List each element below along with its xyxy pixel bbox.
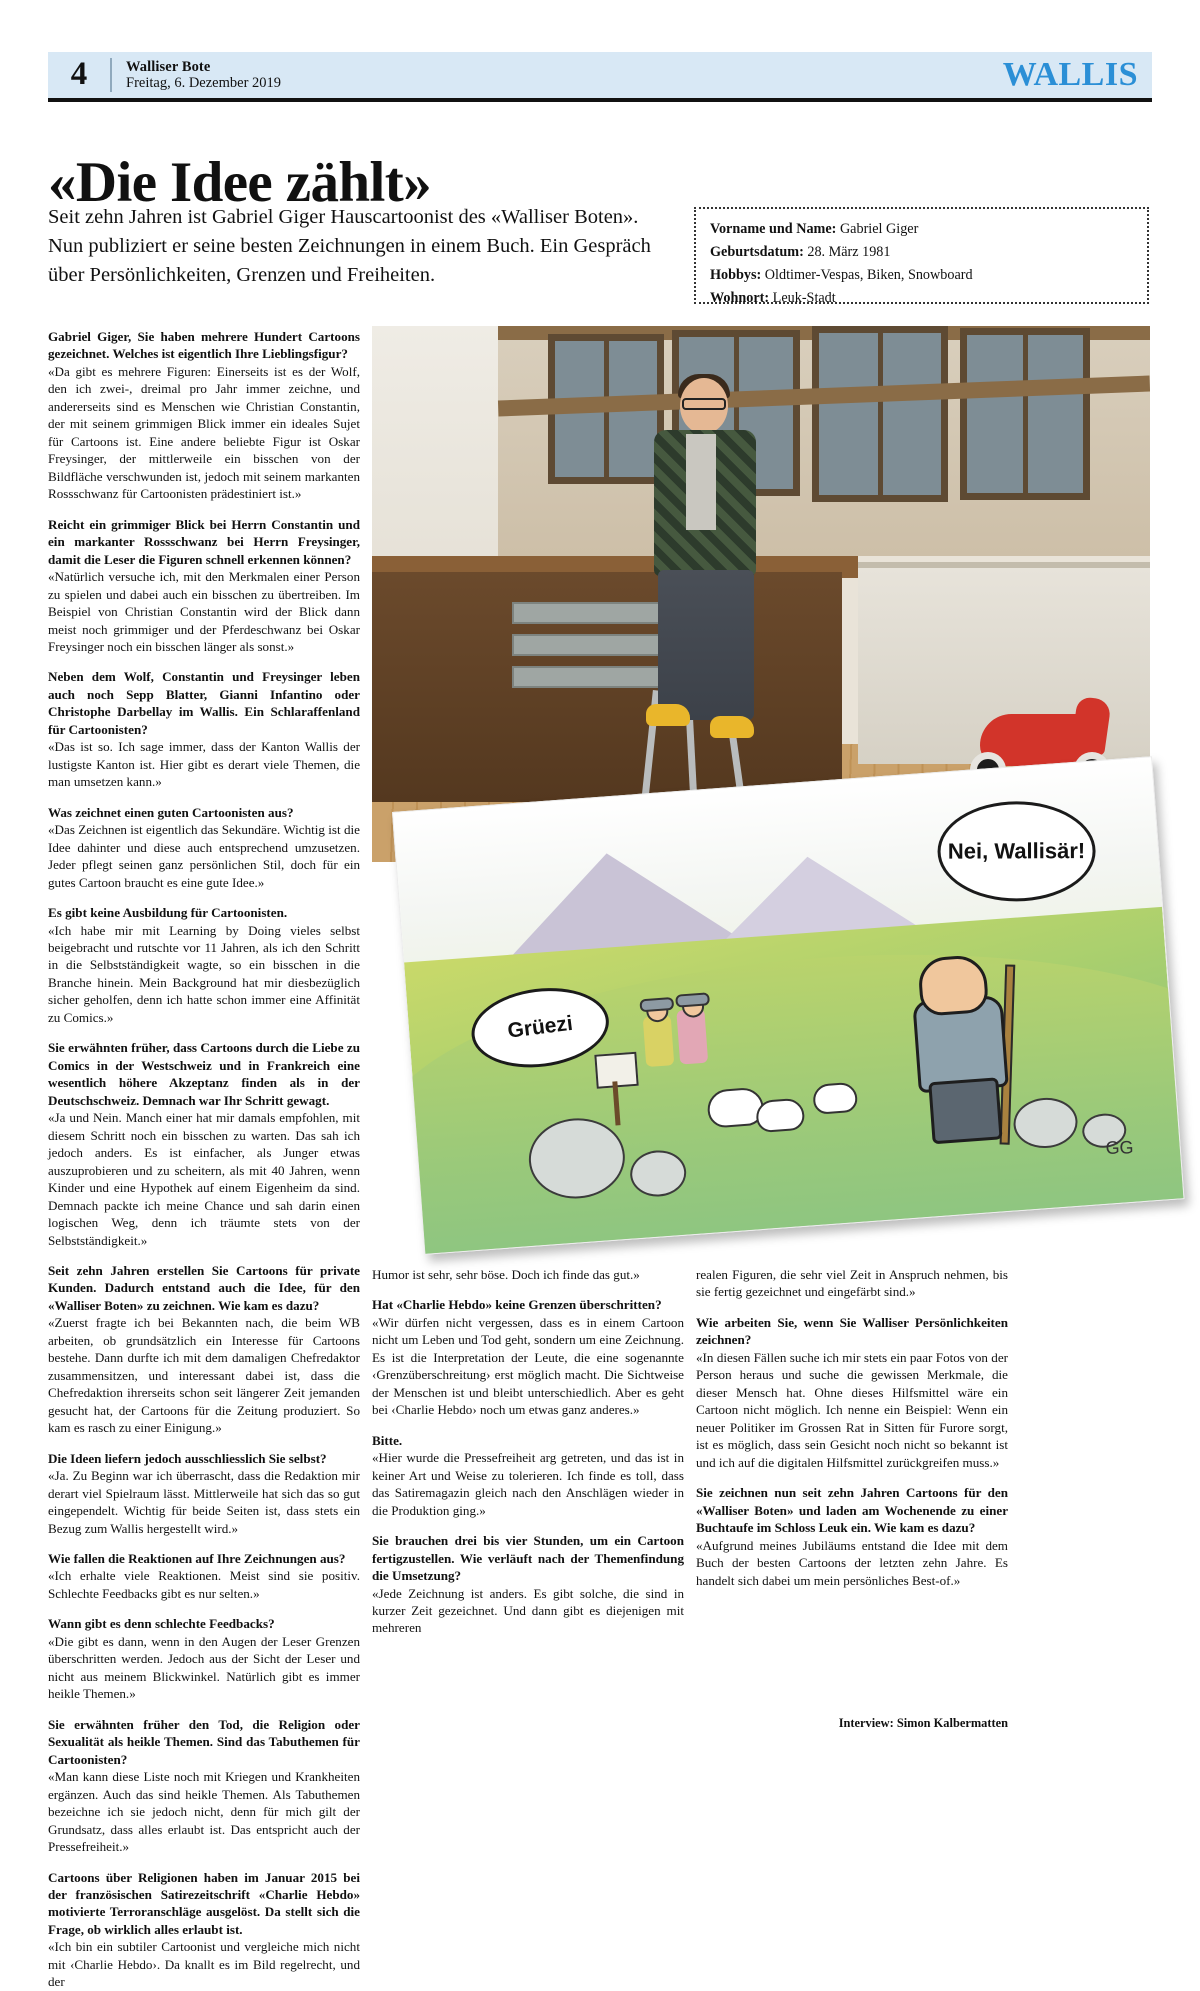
interview-question: Sie brauchen drei bis vier Stunden, um ein Cartoon fertigzustellen. Wie verläuft nach der Themenfindung die Umsetzung? xyxy=(372,1533,684,1584)
masthead-rule xyxy=(48,98,1152,102)
interview-question: Gabriel Giger, Sie haben mehrere Hundert Cartoons gezeichnet. Welches ist eigentlich Ihre Lieblingsfigur? xyxy=(48,329,360,362)
interview-answer: «Wir dürfen nicht vergessen, dass es in einem Cartoon nicht um Leben und Tod geht, sondern um eine Zeichnung. Es ist die Interpretation der Leute, die eine sogenannte ‹Grenzüberschreitung› erst möglich macht. Die Sichtweise der Menschen ist und bleibt unterschiedlich. Aber es geht bei ‹Charlie Hebdo› noch um etwas ganz anderes.» xyxy=(372,1314,684,1418)
infobox-label: Geburtsdatum: xyxy=(710,244,804,260)
interview-question: Was zeichnet einen guten Cartoonisten aus? xyxy=(48,804,294,820)
interview-answer: «Da gibt es mehrere Figuren: Einerseits ist es der Wolf, den ich zwei-, dreimal pro Jahr immer zeichne, und andererseits sind es Menschen wie Christian Constantin, der mit seinem grimmigen Blick immer ein ideales Sujet für Cartoons ist. Eine andere beliebte Figur ist Oskar Freysinger, der mittlerweile ein bisschen von der Bildfläche verschwunden ist, jedoch mit seinem markanten Rossschwanz für Cartoonisten prädestiniert ist.» xyxy=(48,363,360,502)
hiker-hat xyxy=(675,992,710,1007)
interview-answer: «Ich habe mir mit Learning by Doing vieles selbst beigebracht und rutschte vor 11 Jahren, als ich den Schritt in die Selbstständigkeit wagte, so ein bisschen in die Branche hinein. Mein Background hat mir diesbezüglich sicher geholfen, denn ich hatte schon immer eine Affinität zu Comics.» xyxy=(48,922,360,1025)
shepherd-legs xyxy=(928,1077,1002,1144)
interview-question: Neben dem Wolf, Constantin und Freysinger leben auch noch Sepp Blatter, Gianni Infantino oder Christophe Darbellay im Wallis. Ein Schlaraffenland für Cartoonisten? xyxy=(48,669,360,737)
person-shirt xyxy=(686,434,716,530)
infobox-row xyxy=(710,287,1133,310)
hiker-body xyxy=(643,1015,675,1067)
shepherd-head xyxy=(917,954,989,1017)
page-number: 4 xyxy=(70,55,88,92)
infobox-row xyxy=(710,241,1133,264)
infobox-label: Hobbys: xyxy=(710,267,762,283)
interview-answer: «Jede Zeichnung ist anders. Es gibt solche, die sind in kurzer Zeit gezeichnet. Und dann gibt es diejenigen mit mehreren xyxy=(372,1585,684,1636)
masthead xyxy=(48,52,1152,98)
article-column-2 xyxy=(372,1266,684,1637)
infobox-row xyxy=(710,218,1133,241)
interview-question: Sie erwähnten früher, dass Cartoons durch die Liebe zu Comics in der Westschweiz und in Frankreich eine wesentlich höhere Akzeptanz finden als in der Deutschschweiz. Demnach war Ihr Schritt gewagt. xyxy=(48,1040,360,1108)
cartoon-speech-bubble-left: Grüezi xyxy=(467,980,614,1075)
vespa-front xyxy=(1070,696,1111,756)
publication-date: Freitag, 6. Dezember 2019 xyxy=(126,75,282,91)
photo-person xyxy=(624,378,784,768)
interview-answer: «Ich erhalte viele Reaktionen. Meist sind sie positiv. Schlechte Feedbacks gibt es nur selten.» xyxy=(48,1568,360,1601)
interview-answer: «Ich bin ein subtiler Cartoonist und vergleiche mich nicht mit ‹Charlie Hebdo›. Da knallt es im Bild regelrecht, und der xyxy=(48,1939,360,1990)
interview-answer: «Ja und Nein. Manch einer hat mir damals empfohlen, mit diesem Schritt noch ein bisschen zu warten. Das sah ich jedoch anders. Es ist einfacher, als Junger etwas auszuprobieren und zu scheitern, als mit 40 Jahren, wenn Kinder und eine Hypothek auf einem Eigenheim da sind. Demnach packte ich meine Chance und sah darin einen logischen Weg, denn ich träumte stets von der Selbstständigkeit.» xyxy=(48,1110,360,1248)
infobox-value: Gabriel Giger xyxy=(839,221,919,237)
interview-question: Reicht ein grimmiger Blick bei Herrn Constantin und ein markanter Rossschwanz bei Herrn Freysinger, damit die Leser die Figuren schnell erkennen können? xyxy=(48,516,360,567)
article-column-1 xyxy=(48,328,360,1991)
person-jeans xyxy=(658,570,754,720)
interview-question: Seit zehn Jahren erstellen Sie Cartoons für private Kunden. Dadurch entstand auch die Idee, für den «Walliser Boten» zu zeichnen. Wie kam es dazu? xyxy=(48,1262,360,1313)
infobox-value: Oldtimer-Vespas, Biken, Snowboard xyxy=(764,267,973,283)
interview-answer: «Das ist so. Ich sage immer, dass der Kanton Wallis der lustigste Kanton ist. Hier gibt es derart viele Themen, die man umsetzen kann.» xyxy=(48,739,360,790)
cartoon-sheep xyxy=(706,1087,765,1129)
interview-question: Hat «Charlie Hebdo» keine Grenzen überschritten? xyxy=(372,1297,662,1313)
glasses-icon xyxy=(682,398,726,410)
infobox-label: Vorname und Name: xyxy=(710,221,837,237)
interview-question: Wie fallen die Reaktionen auf Ihre Zeichnungen aus? xyxy=(48,1551,346,1566)
interview-question: Wann gibt es denn schlechte Feedbacks? xyxy=(48,1616,275,1632)
interview-answer: realen Figuren, die sehr viel Zeit in Anspruch nehmen, bis sie fertig gezeichnet und eingefärbt sind.» xyxy=(696,1267,1008,1300)
interview-question: Es gibt keine Ausbildung für Cartoonisten. xyxy=(48,905,288,921)
lead-paragraph: Seit zehn Jahren ist Gabriel Giger Hauscartoonist des «Walliser Boten». Nun publiziert er seine besten Zeichnungen in einem Buch. Ein Gespräch über Persönlichkeiten, Grenzen und Freiheiten. xyxy=(48,206,651,287)
infobox-label: Wohnort: xyxy=(710,290,770,306)
interview-answer: «Hier wurde die Pressefreiheit arg getreten, und das ist in keiner Art und Weise zu tolerieren. Ich finde es toll, dass das Satiremagazin gleich nach den Anschlägen wieder in die Produktion ging.» xyxy=(372,1450,684,1518)
interview-answer: «Das Zeichnen ist eigentlich das Sekundäre. Wichtig ist die Idee dahinter und diese auch entsprechend umzusetzen. Jeder pflegt seinen ganz persönlichen Stil, doch für ein gutes Cartoon braucht es eine gute Idee.» xyxy=(48,822,360,890)
infobox-value: 28. März 1981 xyxy=(807,244,891,260)
infobox-value: Leuk-Stadt xyxy=(772,290,836,306)
cartoon-illustration xyxy=(392,756,1184,1255)
person-shoe xyxy=(710,716,754,738)
article-column-3 xyxy=(696,1266,1008,1589)
interview-question: Wie arbeiten Sie, wenn Sie Walliser Persönlichkeiten zeichnen? xyxy=(696,1314,1008,1348)
masthead-titles xyxy=(112,59,281,91)
interview-question: Bitte. xyxy=(372,1432,403,1448)
cartoon-speech-bubble-right: Nei, Wallisär! xyxy=(937,801,1095,902)
interview-answer: «Man kann diese Liste noch mit Kriegen und Krankheiten ergänzen. Auch das sind heikle Themen. Als Tabuthemen bezeichne ich sie jedoch nicht, denn für mich gilt der Grundsatz, dass alles erlaubt ist. Das entspricht auch der Pressefreiheit.» xyxy=(48,1769,360,1855)
photo-window xyxy=(812,326,948,502)
infobox-row xyxy=(710,264,1133,287)
interview-credit: Interview: Simon Kalbermatten xyxy=(838,1716,1008,1730)
interview-answer: Humor ist sehr, sehr böse. Doch ich finde das gut.» xyxy=(372,1267,640,1282)
page-title: «Die Idee zählt» xyxy=(48,151,431,215)
interview-question: Cartoons über Religionen haben im Januar 2015 bei der französischen Satirezeitschrift «Charlie Hebdo» motivierte Terroranschläge ausgelöst. Da stellt sich die Frage, ob wirklich alles erlaubt ist. xyxy=(48,1869,360,1937)
cartoon-sheep xyxy=(812,1082,858,1115)
interview-answer: «Aufgrund meines Jubiläums entstand die Idee mit dem Buch der besten Cartoons der letzten zehn Jahre. Es handelt sich dabei um mein persönliches Best-of.» xyxy=(696,1537,1008,1588)
section-logo: WALLIS xyxy=(1002,56,1138,93)
cartoon-sheep xyxy=(755,1098,805,1133)
cartoon-signature: GG xyxy=(1105,1137,1134,1158)
interview-answer: «Zuerst fragte ich bei Bekannten nach, die beim WB arbeiten, ob grundsätzlich ein Interesse für Cartoons bestehe. Dann durfte ich mit dem damaligen Chefredaktor zusammensitzen, und interessant dabei ist, dass die Chefredaktion ihrerseits schon seit längerer Zeit jemanden gesucht hat, der Cartoons für die Zeitung produziert. So kam es rasch zu einer Einigung.» xyxy=(48,1315,360,1436)
interview-question: Sie erwähnten früher den Tod, die Religion oder Sexualität als heikle Themen. Sind das Tabuthemen für Cartoonisten? xyxy=(48,1716,360,1767)
interview-question: Sie zeichnen nun seit zehn Jahren Cartoons für den «Walliser Boten» und laden am Wochenende zu einer Buchtaufe im Schloss Leuk ein. Wie kam es dazu? xyxy=(696,1485,1008,1536)
interview-answer: «In diesen Fällen suche ich mir stets ein paar Fotos von der Person heraus und suche die gewissen Merkmale, die dieser Mensch hat. Ohne dieses Hilfsmittel wäre ein Cartoon nicht möglich. Ich nenne ein Beispiel: Wenn ein neuer Politiker im Grossen Rat in Sitten für Furore sorgt, ist es möglich, dass sein Gesicht noch nicht so bekannt ist und ich auf die digitalen Hilfsmittel zurückgreifen muss.» xyxy=(696,1349,1008,1470)
interview-answer: «Natürlich versuche ich, mit den Merkmalen einer Person zu spielen und dabei auch ein bisschen zu übertreiben. Im Beispiel von Christian Constantin wird der Blick dann meist noch grimmiger und der Pferdeschwanz bei Oskar Freysinger noch ein bisschen länger als sonst.» xyxy=(48,569,360,654)
hiker-hat xyxy=(639,997,674,1012)
interview-question: Die Ideen liefern jedoch ausschliesslich Sie selbst? xyxy=(48,1450,327,1466)
photo-window xyxy=(960,328,1090,500)
person-shoe xyxy=(646,704,690,726)
interview-answer: «Ja. Zu Beginn war ich überrascht, dass die Redaktion mir derart viel Spielraum lässt. Mittlerweile hat sich das so gut eingependelt. Wichtig für beide Seiten ist, dass stets ein Bezug zum Wallis hergestellt wird.» xyxy=(48,1468,360,1536)
interview-answer: «Die gibt es dann, wenn in den Augen der Leser Grenzen überschritten werden. Jedoch aus der Sicht der Leser und nicht aus meinem Blickwinkel. Natürlich gibt es immer heikle Themen.» xyxy=(48,1633,360,1702)
cartoon-hikers xyxy=(639,993,731,1089)
paper-name: Walliser Bote xyxy=(126,58,211,75)
profile-infobox xyxy=(694,207,1149,304)
